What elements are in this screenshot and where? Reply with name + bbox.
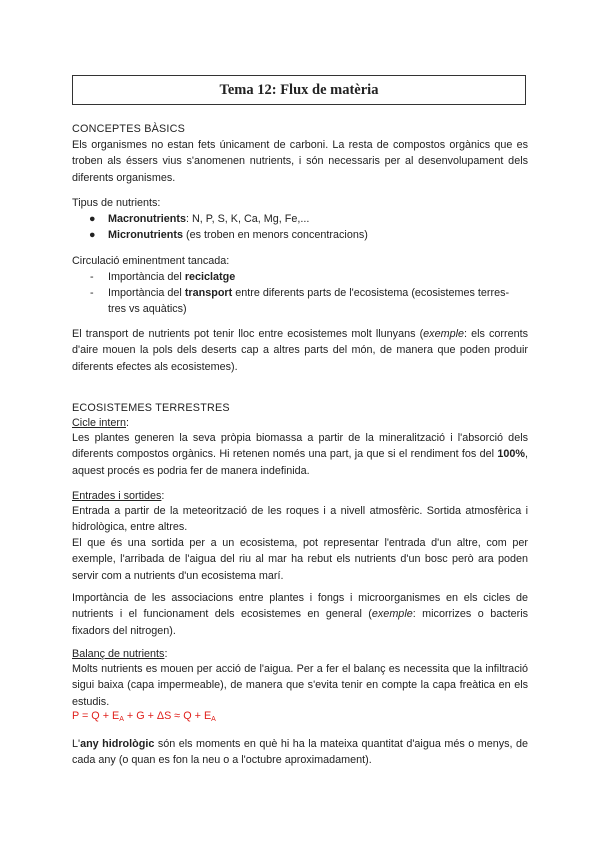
title-box bbox=[72, 75, 526, 105]
macronutrients-term: Macronutrients bbox=[108, 213, 186, 225]
transport-paragraph bbox=[72, 326, 528, 375]
dash-icon: - bbox=[90, 271, 94, 283]
cicle-paragraph-pre: Les plantes generen la seva pròpia biomassa a partir de la mineralització i l'absorció dels diferents compostos orgànics. Hi retenen només una part, ja que si el rendiment fos del bbox=[72, 432, 528, 461]
recycling-text: Importància del bbox=[108, 271, 185, 283]
cicle-paragraph-percent: 100% bbox=[497, 448, 525, 461]
recycling-term: reciclatge bbox=[184, 271, 236, 283]
micronutrients-term: Micronutrients bbox=[108, 229, 183, 241]
list-item-macronutrients bbox=[108, 211, 309, 227]
transport-term: transport bbox=[184, 287, 233, 299]
page-title: Tema 12: Flux de matèria bbox=[219, 81, 379, 98]
bullet-icon: ● bbox=[89, 229, 96, 241]
subheading-balanc bbox=[72, 646, 528, 662]
entrades-paragraph-1: Entrada a partir de la meteorització de les roques i a nivell atmosfèric. Sortida atmosfèrica i hidrològica, entre altres. bbox=[72, 505, 528, 534]
subheading-cicle bbox=[72, 415, 528, 431]
hydrological-year-paragraph bbox=[72, 736, 528, 769]
nutrient-types-label: Tipus de nutrients: bbox=[72, 197, 161, 209]
cicle-colon: : bbox=[126, 417, 130, 429]
cicle-paragraph bbox=[72, 430, 528, 479]
balanc-paragraph: Molts nutrients es mouen per acció de l'aigua. Per a fer el balanç es necessita que la infiltració sigui baixa (capa impermeable), de manera que s'evita tenir en compte la capa freàtica en els estudis. bbox=[72, 663, 528, 708]
entrades-colon: : bbox=[161, 490, 165, 502]
balanc-colon: : bbox=[164, 648, 168, 660]
balance-formula bbox=[72, 708, 528, 728]
transport-paragraph-example: exemple bbox=[423, 328, 464, 340]
formula-subscript-2: A bbox=[211, 716, 216, 723]
transport-text-pre: Importància del bbox=[108, 287, 185, 299]
intro-paragraph: Els organismes no estan fets únicament de carboni. La resta de compostos orgànics que es troben als éssers vius s'anomenen nutrients, i són necessaris per al desenvolupament dels diferents organismes. bbox=[72, 139, 528, 184]
hydrological-term: any hidrològic bbox=[80, 738, 155, 750]
bullet-icon: ● bbox=[89, 213, 96, 225]
hydrological-pre: L' bbox=[72, 738, 81, 750]
transport-paragraph-post: : els corrents d'aire mouen la pols dels deserts cap a altres parts del món, de manera que poden produir diferents efectes als ecosistemes). bbox=[72, 328, 528, 373]
formula-part-2: + G + ΔS ≈ Q + E bbox=[123, 710, 212, 722]
associations-example: exemple bbox=[371, 608, 413, 621]
circulation-label: Circulació eminentment tancada: bbox=[72, 255, 230, 267]
entrades-paragraph-2: El que és una sortida per a un ecosistema, pot representar l'entrada d'un altre, com per exemple, l'arribada de l'aigua del riu al mar ha rebut els nutrients d'un bosc però ara poden servir com a nutrients d'un ecosistema marí. bbox=[72, 537, 528, 582]
associations-paragraph bbox=[72, 590, 528, 639]
list-item-micronutrients bbox=[108, 227, 368, 243]
micronutrients-text: (es troben en menors concentracions) bbox=[182, 229, 368, 241]
dash-icon: - bbox=[90, 287, 94, 299]
section-heading-ecosystems: ECOSISTEMES TERRESTRES bbox=[72, 402, 230, 414]
balanc-heading: Balanç de nutrients bbox=[72, 648, 165, 660]
formula-subscript-1: A bbox=[119, 716, 124, 723]
macronutrients-text: : N, P, S, K, Ca, Mg, Fe,... bbox=[186, 213, 310, 225]
section-heading-concepts: CONCEPTES BÀSICS bbox=[72, 123, 185, 135]
cicle-heading: Cicle intern bbox=[72, 417, 127, 429]
transport-text-line1: entre diferents parts de l'ecosistema (ecosistemes terres- bbox=[232, 287, 510, 299]
associations-pre: Importància de les associacions entre plantes i fongs i microorganismes en els cicles de nutrients i el funcionament dels ecosistemes en general ( bbox=[72, 592, 528, 621]
entrades-heading: Entrades i sortides bbox=[72, 490, 162, 502]
list-item-transport bbox=[108, 285, 528, 318]
transport-text-line2: tres vs aquàtics) bbox=[108, 303, 187, 316]
subheading-entrades bbox=[72, 488, 528, 504]
list-item-recycling bbox=[108, 269, 235, 285]
cicle-paragraph-post: , aquest procés es podria fer de manera indefinida. bbox=[72, 448, 528, 477]
associations-post: : micorrizes o bacteris fixadors del nitrogen). bbox=[72, 608, 529, 637]
transport-paragraph-pre: El transport de nutrients pot tenir lloc entre ecosistemes molt llunyans ( bbox=[72, 328, 424, 340]
hydrological-post: són els moments en què hi ha la mateixa quantitat d'aigua més o menys, de cada any (o quan es fon la neu o a l'octubre aproximadament). bbox=[72, 738, 528, 767]
formula-part-1: P = Q + E bbox=[72, 710, 120, 722]
